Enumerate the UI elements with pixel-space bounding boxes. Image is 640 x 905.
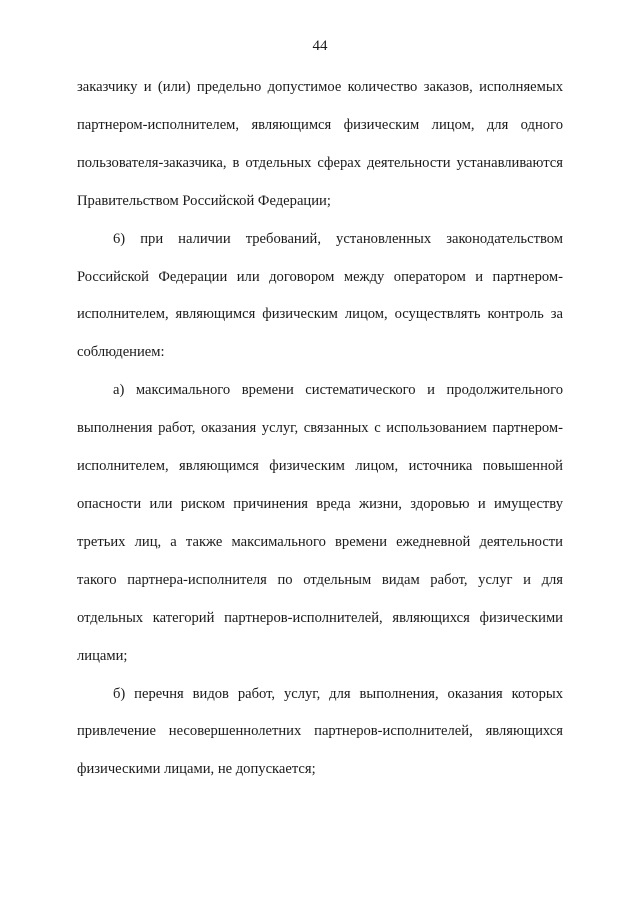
paragraph-item-6: 6) при наличии требований, установленных законодательством Российской Федерации или договором между оператором и партнером-исполнителем, являющимся физическим лицом, осуществлять контроль за соблюдением: (77, 230, 563, 361)
paragraph-continuation: заказчику и (или) предельно допустимое количество заказов, исполняемых партнером-исполнителем, являющимся физическим лицом, для одного пользователя-заказчика, в отдельных сферах деятельности устанавливаются Правительством Российской Федерации; (77, 79, 563, 209)
document-body (77, 69, 563, 789)
paragraph-subitem-b: б) перечня видов работ, услуг, для выполнения, оказания которых привлечение несовершеннолетних партнеров-исполнителей, являющихся физическими лицами, не допускается; (77, 685, 563, 778)
paragraph-subitem-a: а) максимального времени систематического и продолжительного выполнения работ, оказания услуг, связанных с использованием партнером-исполнителем, являющимся физическим лицом, источника повышенной опасности или риском причинения вреда жизни, здоровью и имуществу третьих лиц, а также максимального времени ежедневной деятельности такого партнера-исполнителя по отдельным видам работ, услуг и для отдельных категорий партнеров-исполнителей, являющихся физическими лицами; (77, 382, 563, 664)
page-number: 44 (312, 38, 328, 54)
